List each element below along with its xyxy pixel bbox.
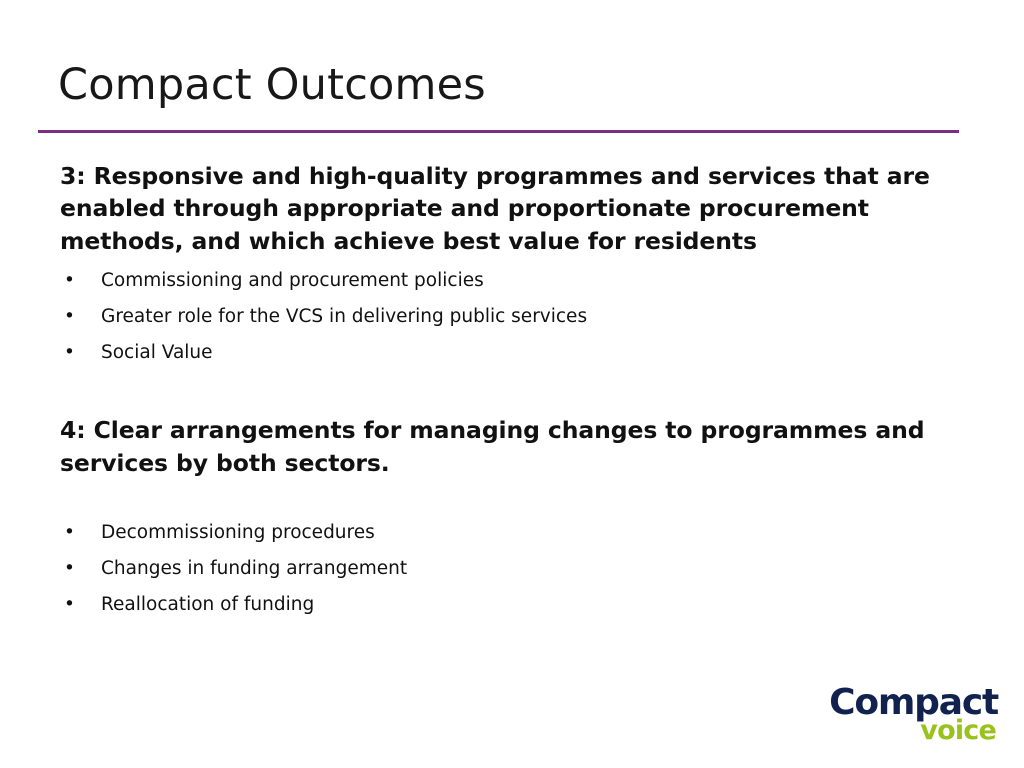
section-heading-4: 4: Clear arrangements for managing changes to programmes and services by both sectors. [60,416,925,477]
heading-spacer [60,485,960,515]
bullet-icon: • [64,557,75,579]
list-item [60,587,960,623]
list-item-label: Decommissioning procedures [101,522,375,544]
bullet-icon: • [64,305,75,327]
list-item-label: Social Value [101,341,213,363]
list-item-label: Changes in funding arrangement [101,557,408,579]
bullet-list-4 [60,515,960,622]
bullet-icon: • [64,341,75,363]
title-divider [38,130,959,133]
section-spacer [60,370,960,414]
section-heading-3: 3: Responsive and high-quality programmes and services that are enabled through appropriate and proportionate procurement methods, and which achieve best value for residents [60,162,930,255]
bullet-icon: • [64,593,75,615]
bullet-icon: • [64,270,75,292]
list-item [60,263,960,299]
bullet-list-3 [60,263,960,370]
list-item [60,335,960,371]
logo-primary-text: Compact [829,682,998,723]
list-item [60,515,960,551]
logo-secondary-text: voice [920,715,996,746]
list-item-label: Reallocation of funding [101,593,315,615]
bullet-icon: • [64,522,75,544]
compact-voice-logo [829,682,998,746]
slide-content [60,160,960,622]
list-item-label: Commissioning and procurement policies [101,270,484,292]
list-item-label: Greater role for the VCS in delivering public services [101,305,588,327]
page-title: Compact Outcomes [58,60,486,110]
list-item [60,299,960,335]
list-item [60,551,960,587]
